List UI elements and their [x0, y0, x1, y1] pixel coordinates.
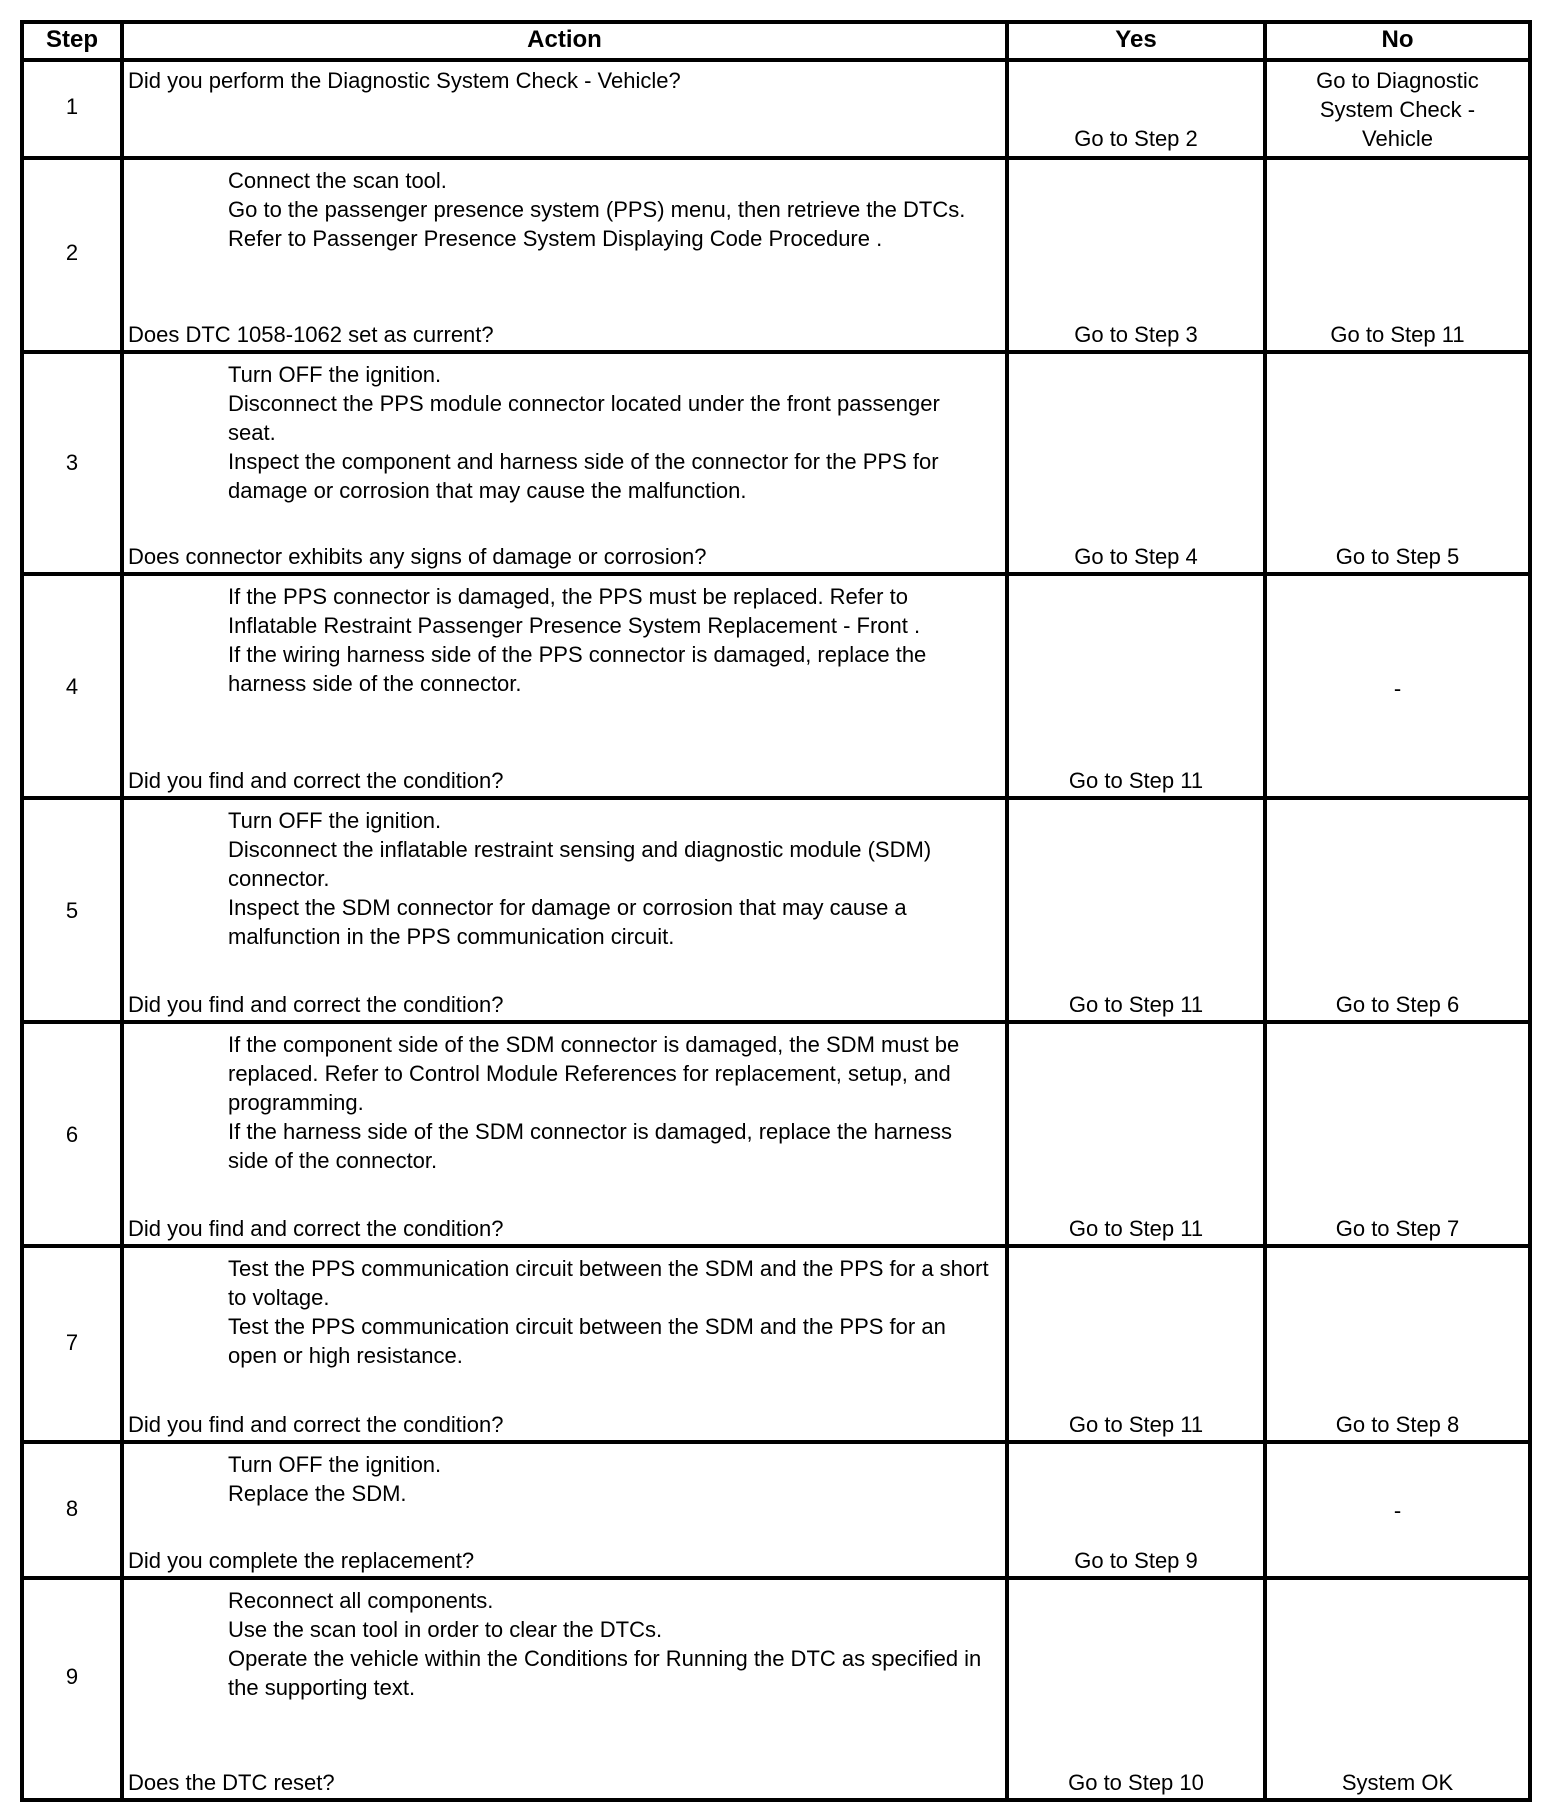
step-number: 5	[65, 898, 79, 923]
grid-line	[20, 1244, 1532, 1248]
action-list	[124, 1030, 992, 1175]
grid-line	[1528, 20, 1532, 1802]
action-item: Go to the passenger presence system (PPS) menu, then retrieve the DTCs. Refer to Passenger Presence System Displaying Code Procedure .	[228, 197, 966, 251]
action-item: Inspect the SDM connector for damage or corrosion that may cause a malfunction in the PPS communication circuit.	[228, 895, 907, 949]
action-item: Reconnect all components.	[228, 1588, 494, 1613]
no-result: System OK	[1341, 1770, 1454, 1795]
grid-line	[20, 350, 1532, 354]
action-item: Turn OFF the ignition.	[228, 362, 442, 387]
header-yes: Yes	[1115, 26, 1157, 53]
yes-result: Go to Step 4	[1074, 544, 1198, 569]
question: Does DTC 1058-1062 set as current?	[128, 322, 494, 347]
yes-result: Go to Step 9	[1074, 1548, 1198, 1573]
question: Did you find and correct the condition?	[128, 992, 504, 1017]
step-number: 9	[65, 1664, 79, 1689]
header-action: Action	[527, 26, 602, 53]
action-item: Operate the vehicle within the Conditions for Running the DTC as specified in the supporting text.	[228, 1646, 982, 1700]
action-item: Disconnect the PPS module connector located under the front passenger seat.	[228, 391, 940, 445]
action-list	[124, 1450, 992, 1508]
grid-line	[20, 1576, 1532, 1580]
action-item: If the PPS connector is damaged, the PPS must be replaced. Refer to Inflatable Restraint Passenger Presence System Replacement - Front .	[228, 584, 921, 638]
grid-line	[1263, 20, 1267, 1802]
step-number: 7	[65, 1330, 79, 1355]
yes-result: Go to Step 2	[1074, 126, 1198, 151]
step-number: 8	[65, 1496, 79, 1521]
yes-result: Go to Step 3	[1074, 322, 1198, 347]
grid-line	[20, 156, 1532, 160]
question: Did you perform the Diagnostic System Check - Vehicle?	[128, 68, 681, 93]
yes-result: Go to Step 11	[1068, 1216, 1204, 1241]
grid-line	[20, 796, 1532, 800]
step-number: 6	[65, 1122, 79, 1147]
question: Did you find and correct the condition?	[128, 768, 504, 793]
action-list	[124, 166, 992, 253]
no-result: Go to Step 5	[1335, 544, 1460, 569]
action-list	[124, 360, 992, 505]
action-list	[124, 582, 992, 698]
action-item: Replace the SDM.	[228, 1481, 407, 1506]
grid-line	[20, 58, 1532, 62]
action-item: Disconnect the inflatable restraint sensing and diagnostic module (SDM) connector.	[228, 837, 932, 891]
grid-line	[20, 20, 1532, 24]
grid-line	[20, 1020, 1532, 1024]
grid-line	[20, 1798, 1532, 1802]
step-number: 2	[65, 240, 79, 265]
step-number: 4	[65, 674, 79, 699]
question: Did you complete the replacement?	[128, 1548, 475, 1573]
no-result: -	[1393, 676, 1402, 701]
action-item: If the harness side of the SDM connector is damaged, replace the harness side of the connector.	[228, 1119, 952, 1173]
no-result: Go to Step 11	[1330, 322, 1465, 347]
question: Does connector exhibits any signs of damage or corrosion?	[128, 544, 707, 569]
question: Did you find and correct the condition?	[128, 1216, 504, 1241]
diagnostic-table	[20, 20, 1532, 1802]
no-result: Go to Step 8	[1335, 1412, 1460, 1437]
question: Did you find and correct the condition?	[128, 1412, 504, 1437]
yes-result: Go to Step 11	[1068, 768, 1204, 793]
no-result: Go to Step 6	[1335, 992, 1460, 1017]
step-number: 3	[65, 450, 79, 475]
header-step: Step	[45, 26, 98, 53]
yes-result: Go to Step 11	[1068, 1412, 1204, 1437]
grid-line	[20, 1440, 1532, 1444]
action-item: If the component side of the SDM connector is damaged, the SDM must be replaced. Refer to Control Module References for replacement, setup, and programming.	[228, 1032, 960, 1115]
no-result: Go to Diagnostic System Check - Vehicle	[1316, 68, 1479, 151]
yes-result: Go to Step 11	[1068, 992, 1204, 1017]
action-item: Connect the scan tool.	[228, 168, 447, 193]
action-item: If the wiring harness side of the PPS connector is damaged, replace the harness side of the connector.	[228, 642, 927, 696]
step-number: 1	[65, 94, 79, 119]
action-item: Test the PPS communication circuit between the SDM and the PPS for a short to voltage.	[228, 1256, 989, 1310]
action-item: Use the scan tool in order to clear the DTCs.	[228, 1617, 663, 1642]
action-item: Test the PPS communication circuit between the SDM and the PPS for an open or high resistance.	[228, 1314, 946, 1368]
no-result: -	[1393, 1498, 1402, 1523]
action-item: Turn OFF the ignition.	[228, 1452, 442, 1477]
no-result: Go to Step 7	[1335, 1216, 1460, 1241]
yes-result: Go to Step 10	[1068, 1770, 1204, 1795]
action-item: Turn OFF the ignition.	[228, 808, 442, 833]
action-list	[124, 1254, 992, 1370]
action-item: Inspect the component and harness side of the connector for the PPS for damage or corrosion that may cause the malfunction.	[228, 449, 939, 503]
grid-line	[1005, 20, 1009, 1802]
header-no: No	[1381, 26, 1414, 53]
action-list	[124, 1586, 992, 1702]
question: Does the DTC reset?	[128, 1770, 335, 1795]
action-list	[124, 806, 992, 951]
grid-line	[20, 572, 1532, 576]
